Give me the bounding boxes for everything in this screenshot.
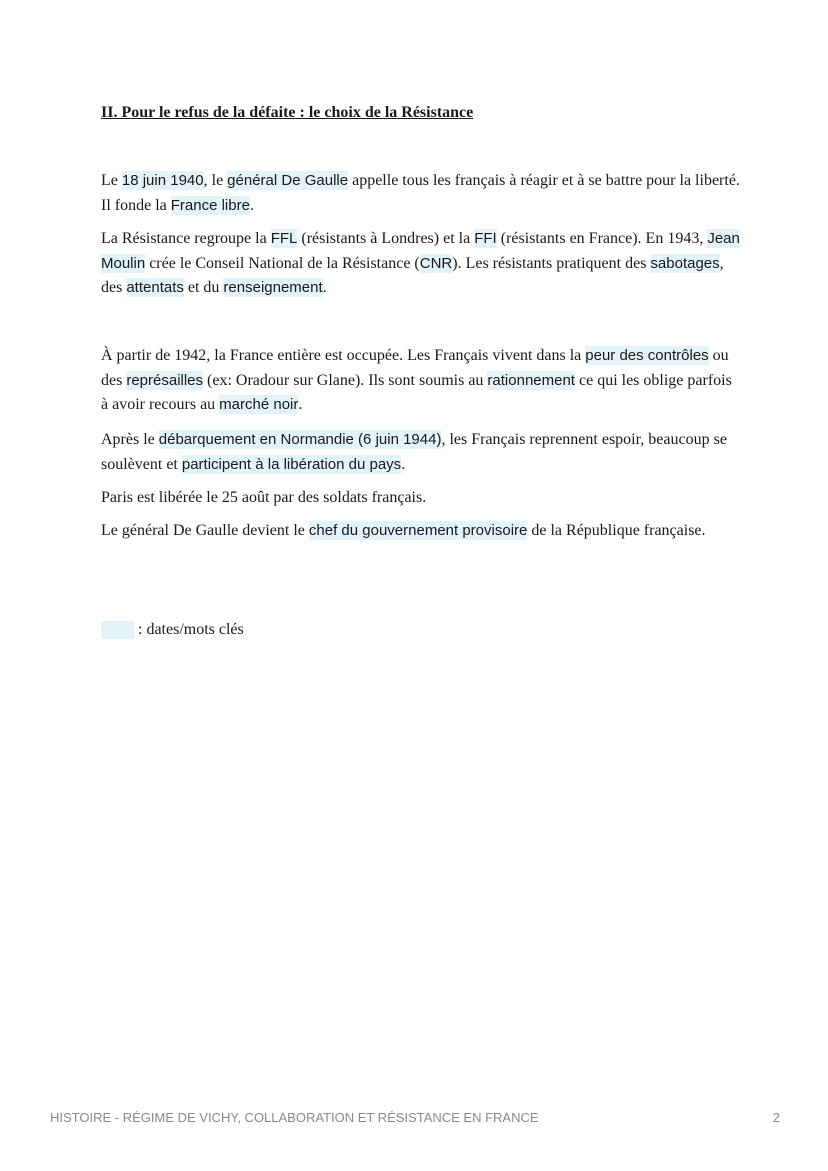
keyword-highlight: représailles [126, 371, 204, 389]
legend-label: : dates/mots clés [138, 621, 244, 638]
keyword-highlight: débarquement en Normandie (6 juin 1944) [158, 431, 442, 448]
keyword-highlight: attentats [126, 279, 184, 296]
keyword-highlight: FFL [270, 230, 298, 247]
paragraph-occupation: À partir de 1942, la France entière est occupée. Les Français vivent dans la peur des contrôles ou des représailles (ex: Oradour sur Glane). Ils sont soumis au rationnement ce qui les oblige parfois à avoir recours au marché noir. [101, 347, 732, 413]
keyword-highlight: France libre [170, 196, 250, 214]
footer-title: HISTOIRE - RÉGIME DE VICHY, COLLABORATION ET RÉSISTANCE EN FRANCE [50, 1110, 539, 1125]
keyword-highlight: sabotages [650, 254, 720, 272]
paragraph-gouvernement: Le général De Gaulle devient le chef du gouvernement provisoire de la République française. [101, 522, 706, 539]
keyword-highlight: FFI [474, 230, 497, 247]
keyword-highlight: marché noir [219, 396, 299, 413]
keyword-highlight: général De Gaulle [227, 172, 349, 189]
keyword-highlight: renseignement [223, 279, 323, 296]
keyword-highlight: chef du gouvernement provisoire [308, 522, 528, 539]
page-number: 2 [772, 1110, 780, 1125]
keyword-highlight: CNR [419, 254, 453, 272]
legend-swatch [101, 621, 134, 639]
section-heading: II. Pour le refus de la défaite : le choix de la Résistance [101, 104, 474, 121]
page-footer [50, 1110, 780, 1125]
highlight-legend [101, 620, 244, 640]
paragraph-appel: Le 18 juin 1940, le général De Gaulle appelle tous les français à réagir et à se battre pour la liberté. Il fonde la France libre. [101, 172, 740, 214]
keyword-highlight: peur des contrôles [585, 347, 709, 364]
paragraph-liberation: Après le débarquement en Normandie (6 juin 1944), les Français reprennent espoir, beaucoup se soulèvent et participent à la libération du pays. [101, 431, 727, 473]
keyword-highlight: participent à la libération du pays [181, 455, 402, 473]
paragraph-resistance: La Résistance regroupe la FFL (résistants à Londres) et la FFI (résistants en France). En 1943, Jean Moulin crée le Conseil National de la Résistance (CNR). Les résistants pratiquent des sabotages, des attentats et du renseignement. [101, 230, 740, 296]
keyword-highlight: Jean Moulin [101, 230, 740, 272]
paragraph-paris: Paris est libérée le 25 août par des soldats français. [101, 489, 427, 506]
keyword-highlight: 18 juin 1940 [121, 172, 204, 189]
keyword-highlight: rationnement [487, 371, 575, 389]
